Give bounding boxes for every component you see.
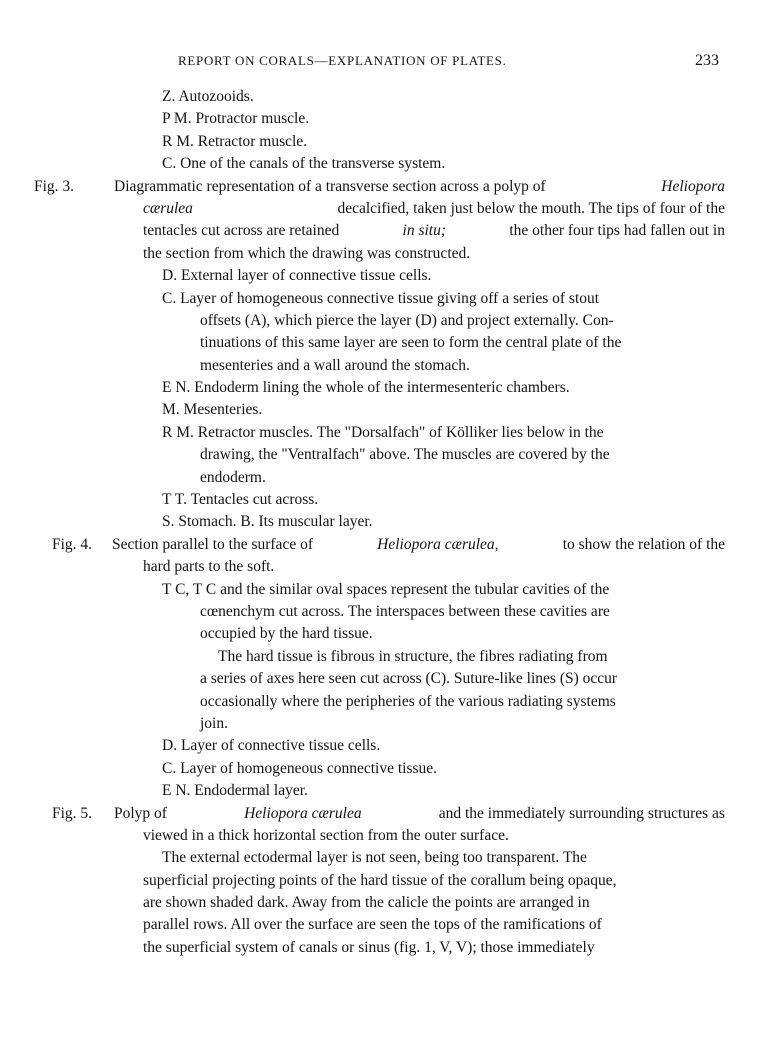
fig3-legend-s: S. Stomach. B. Its muscular layer. bbox=[162, 513, 373, 531]
fig3-legend-d: D. External layer of connective tissue cells. bbox=[162, 267, 432, 285]
fig3-text-1a: Diagrammatic representation of a transverse section across a polyp of bbox=[114, 177, 546, 195]
fig4-hard-2: a series of axes here seen cut across (C). Suture-like lines (S) occur bbox=[200, 670, 618, 688]
fig3-caption-line1 bbox=[0, 176, 725, 198]
fig3-legend-rm1: R M. Retractor muscles. The "Dorsalfach" of Kölliker lies below in the bbox=[162, 423, 604, 441]
fig5-para-4: parallel rows. All over the surface are seen the tops of the ramifications of bbox=[143, 916, 602, 934]
legend-protractor: P M. Protractor muscle. bbox=[162, 110, 310, 128]
fig3-caption-line4: the section from which the drawing was constructed. bbox=[143, 244, 471, 262]
fig3-legend-en: E N. Endoderm lining the whole of the intermesenteric chambers. bbox=[162, 379, 570, 397]
fig3-legend-m: M. Mesenteries. bbox=[162, 401, 263, 419]
fig3-legend-tt: T T. Tentacles cut across. bbox=[162, 491, 319, 509]
fig5-caption-line2: viewed in a thick horizontal section from the outer surface. bbox=[143, 826, 509, 844]
fig4-text-1b: Heliopora cærulea, bbox=[377, 535, 499, 553]
running-header bbox=[0, 50, 776, 74]
fig3-legend-c1-text: C. Layer of homogeneous connective tissue giving off a series of stout bbox=[162, 289, 600, 307]
fig3-text-1b: Heliopora bbox=[661, 177, 725, 195]
fig4-text-1a: Section parallel to the surface of bbox=[112, 535, 313, 553]
fig3-legend-c2-text: offsets (A), which pierce the layer (D) and project externally. Con- bbox=[200, 311, 614, 329]
fig3-legend-rm2: drawing, the "Ventralfach" above. The muscles are covered by the bbox=[200, 446, 610, 464]
page-number: 233 bbox=[695, 52, 719, 69]
fig3-caption-line3 bbox=[0, 220, 725, 242]
fig4-legend-d: D. Layer of connective tissue cells. bbox=[162, 737, 381, 755]
fig4-label: Fig. 4. bbox=[52, 535, 93, 553]
fig5-caption-line1 bbox=[0, 803, 725, 825]
fig4-hard-4: join. bbox=[200, 714, 228, 732]
fig3-text-3c: the other four tips had fallen out in bbox=[509, 222, 725, 240]
fig5-para-5: the superficial system of canals or sinus (fig. 1, V, V); those immediately bbox=[143, 938, 595, 956]
header-title: REPORT ON CORALS—EXPLANATION OF PLATES. bbox=[178, 53, 507, 68]
fig5-para-1: The external ectodermal layer is not seen, being too transparent. The bbox=[162, 849, 587, 867]
fig4-legend-c: C. Layer of homogeneous connective tissue. bbox=[162, 759, 438, 777]
fig5-para-3: are shown shaded dark. Away from the calicle the points are arranged in bbox=[143, 894, 590, 912]
fig4-legend-tc2: cœnenchym cut across. The interspaces between these cavities are bbox=[200, 602, 610, 620]
fig4-legend-en: E N. Endodermal layer. bbox=[162, 782, 308, 800]
fig3-text-2a: cærulea bbox=[143, 199, 193, 217]
fig3-legend-c1 bbox=[0, 288, 726, 310]
legend-canal: C. One of the canals of the transverse system. bbox=[162, 155, 446, 173]
fig5-label: Fig. 5. bbox=[52, 804, 93, 822]
fig4-hard-1: The hard tissue is fibrous in structure, the fibres radiating from bbox=[218, 647, 608, 665]
fig5-text-1b: Heliopora cærulea bbox=[244, 804, 362, 822]
fig4-hard-3: occasionally where the peripheries of the various radiating systems bbox=[200, 692, 616, 710]
fig3-legend-rm3: endoderm. bbox=[200, 468, 266, 486]
fig5-para-2: superficial projecting points of the hard tissue of the corallum being opaque, bbox=[143, 871, 617, 889]
legend-retractor: R M. Retractor muscle. bbox=[162, 132, 308, 150]
fig3-caption-line2 bbox=[0, 198, 725, 220]
fig3-legend-c3-text: tinuations of this same layer are seen to form the central plate of the bbox=[200, 334, 622, 352]
fig3-legend-c4: mesenteries and a wall around the stomach. bbox=[200, 356, 470, 374]
fig5-text-1a: Polyp of bbox=[114, 804, 167, 822]
fig3-legend-c3 bbox=[0, 332, 726, 354]
fig3-label: Fig. 3. bbox=[34, 177, 75, 195]
fig4-legend-tc1: T C, T C and the similar oval spaces represent the tubular cavities of the bbox=[162, 580, 610, 598]
fig3-text-3a: tentacles cut across are retained bbox=[143, 222, 340, 240]
fig4-caption-line2: hard parts to the soft. bbox=[143, 558, 275, 576]
page-body bbox=[0, 86, 776, 959]
fig4-legend-tc3: occupied by the hard tissue. bbox=[200, 625, 373, 643]
fig3-text-2b: decalcified, taken just below the mouth. The tips of four of the bbox=[337, 199, 725, 217]
fig3-legend-c2 bbox=[0, 310, 726, 332]
fig3-text-3b: in situ; bbox=[402, 222, 447, 240]
fig4-text-1c: to show the relation of the bbox=[562, 535, 725, 553]
fig4-caption-line1 bbox=[0, 534, 725, 556]
fig5-text-1c: and the immediately surrounding structures as bbox=[438, 804, 725, 822]
legend-autozooids: Z. Autozooids. bbox=[162, 88, 254, 105]
